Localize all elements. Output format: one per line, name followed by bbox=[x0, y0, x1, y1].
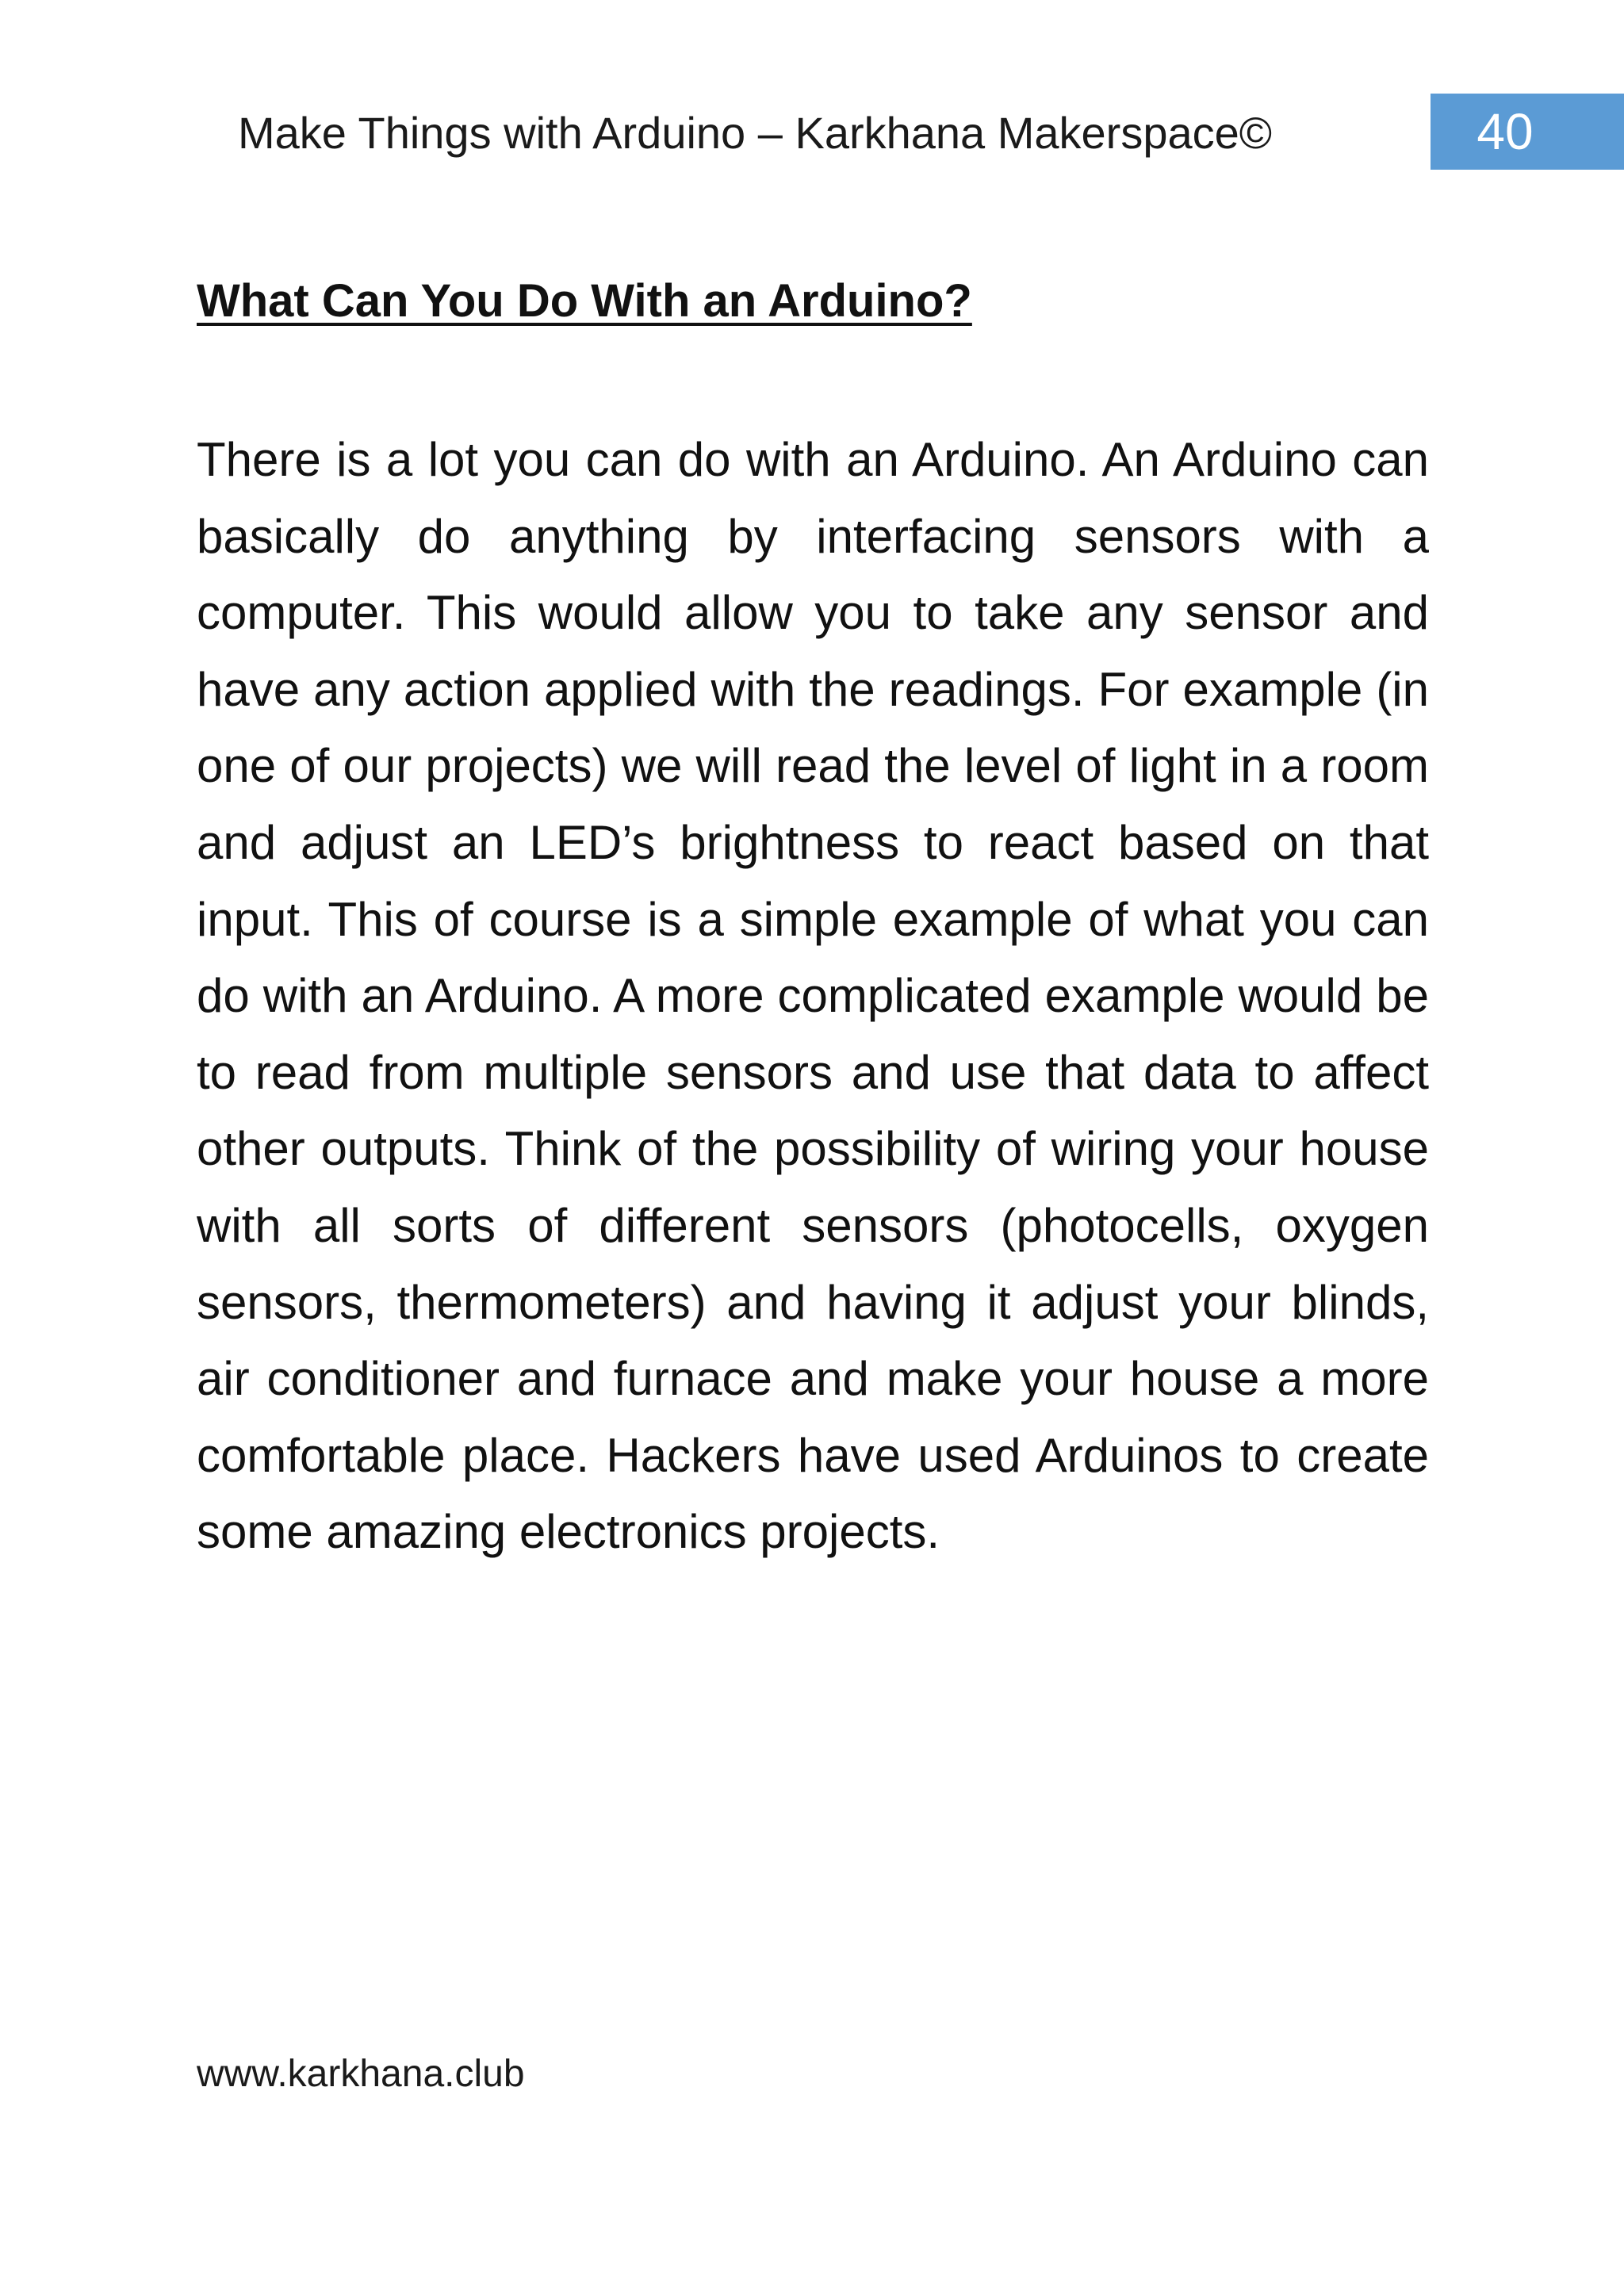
page-number: 40 bbox=[1477, 103, 1534, 160]
footer-url: www.karkhana.club bbox=[197, 2053, 525, 2095]
running-header-title: Make Things with Arduino – Karkhana Makerspace© bbox=[238, 108, 1273, 158]
page-number-badge bbox=[1431, 94, 1624, 170]
section-heading: What Can You Do With an Arduino? bbox=[197, 275, 972, 327]
body-paragraph: There is a lot you can do with an Arduino. An Arduino can basically do anything by interfacing sensors with a computer. This would allow you to take any sensor and have any action applied with the readings. For example (in one of our projects) we will read the level of light in a room and adjust an LED’s brightness to react based on that input. This of course is a simple example of what you can do with an Arduino. A more complicated example would be to read from multiple sensors and use that data to affect other outputs. Think of the possibility of wiring your house with all sorts of different sensors (photocells, oxygen sensors, thermometers) and having it adjust your blinds, air conditioner and furnace and make your house a more comfortable place. Hackers have used Arduinos to create some amazing electronics projects. bbox=[197, 433, 1429, 1559]
